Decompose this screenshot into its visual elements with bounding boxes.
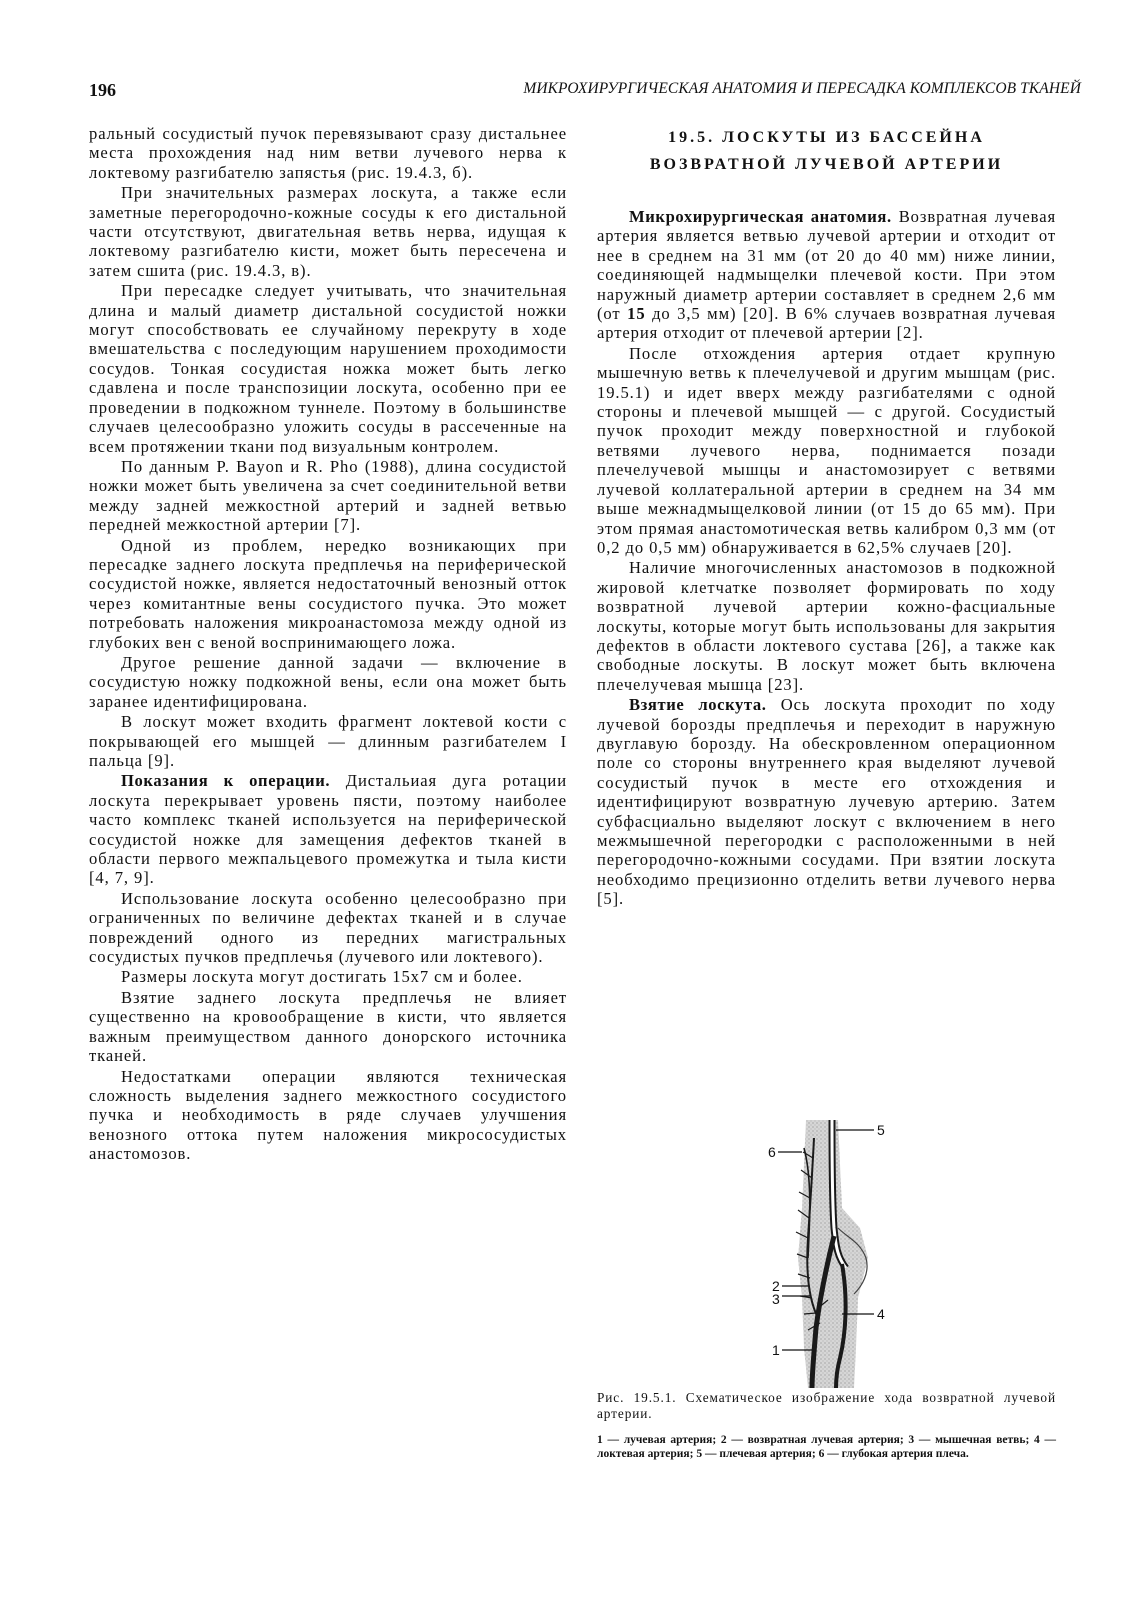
paragraph-text: до 3,5 мм) [20]. В 6% случаев возвратная лучевая артерия отходит от плечевой артерии [2]. <box>597 304 1056 343</box>
figure-label-4: 4 <box>877 1306 885 1322</box>
paragraph: После отхождения артерия отдает крупную мышечную ветвь к плечелучевой и другим мышцам (рис. 19.5.1) и идет вверх между разгибателями с одной стороны и плечевой мышцей — с другой. Сосудистый пучок проходит между поверхностной и глубокой ветвями лучевого нерва, поднимается позади плечелучевой мышцы и анастомозирует с ветвями лучевой коллатеральной артерии в среднем на 34 мм выше межнадмыщелковой линии (от 15 до 65 мм). При этом прямая анастомотическая ветвь калибром 0,3 мм (от 0,2 до 0,5 мм) обнаруживается в 62,5% случаев [20]. <box>597 343 1056 557</box>
paragraph: Наличие многочисленных анастомозов в подкожной жировой клетчатке позволяет формировать по ходу возвратной лучевой артерии кожно-фасциальные лоскуты, которые могут быть использованы для закрытия дефектов в области локтевого сустава [26], а также как свободные лоскуты. В лоскут может быть включена плечелучевая мышца [23]. <box>597 558 1056 694</box>
paragraph: При пересадке следует учитывать, что значительная длина и малый диаметр дистальной сосудистой ножки могут способствовать ее случайному перекруту в ходе вмешательства с последующим нарушением проходимости сосудов. Тонкая сосудистая ножка может быть легко сдавлена и после транспозиции лоскута, особенно при ее проведении в подкожном туннеле. Поэтому в большинстве случаев целесообразно уложить сосуды в рассеченные на всем протяжении ткани под визуальным контролем. <box>89 281 567 456</box>
paragraph <box>597 695 1056 908</box>
paragraph: Использование лоскута особенно целесообразно при ограниченных по величине дефектах тканей и в случае повреждений одного из передних магистральных сосудистых пучков предплечья (лучевого или локтевого). <box>89 888 567 967</box>
figure-caption: Рис. 19.5.1. Схематическое изображение хода возвратной лучевой артерии. <box>597 1390 1056 1421</box>
section-heading-line: ВОЗВРАТНОЙ ЛУЧЕВОЙ АРТЕРИИ <box>649 156 1004 173</box>
figure-legend: 1 — лучевая артерия; 2 — возвратная лучевая артерия; 3 — мышечная ветвь; 4 — локтевая артерия; 5 — плечевая артерия; 6 — глубокая артерия плеча. <box>597 1434 1056 1460</box>
runin-heading: Микрохирургическая анатомия. <box>629 207 892 226</box>
paragraph <box>89 771 567 887</box>
section-heading <box>597 124 1056 178</box>
figure-label-2: 2 <box>772 1278 780 1294</box>
page-number: 196 <box>89 80 116 100</box>
paragraph: В лоскут может входить фрагмент локтевой кости с покрывающей его мышцей — длинным разгибателем I пальца [9]. <box>89 712 567 770</box>
running-title: МИКРОХИРУРГИЧЕСКАЯ АНАТОМИЯ И ПЕРЕСАДКА КОМПЛЕКСОВ ТКАНЕЙ <box>523 80 1081 97</box>
paragraph: Одной из проблем, нередко возникающих при пересадке заднего лоскута предплечья на периферической сосудистой ножке, является недостаточный венозный отток через комитантные вены сосудистого пучка. Это может потребовать наложения микроанастомоза между одной из глубоких вен с веной воспринимающего ложа. <box>89 535 567 652</box>
paragraph: Недостатками операции являются техническая сложность выделения заднего межкостного сосудистого пучка и необходимость в ряде случаев улучшения венозного оттока путем наложения микрососудистых анастомозов. <box>89 1066 567 1164</box>
runin-heading: Показания к операции. <box>121 771 331 791</box>
paragraph: Другое решение данной задачи — включение в сосудистую ножку подкожной вены, если она может быть заранее идентифицирована. <box>89 652 567 711</box>
left-column <box>89 124 567 1164</box>
paragraph: При значительных размерах лоскута, а также если заметные перегородочно-кожные сосуды к его дистальной части отсутствуют, двигательная ветвь нерва, идущая к локтевому разгибателю кисти, может быть пересечена и затем сшита (рис. 19.4.3, в). <box>89 183 567 280</box>
paragraph: Размеры лоскута могут достигать 15x7 см и более. <box>121 967 523 987</box>
paragraph <box>597 207 1056 343</box>
right-column <box>597 124 1056 909</box>
section-heading-line: 19.5. ЛОСКУТЫ ИЗ БАССЕЙНА <box>668 129 985 146</box>
paragraph-text: Возвратная лучевая артерия является ветвью лучевой артерии и отходит от нее в среднем на 31 мм (от 20 до 40 мм) ниже линии, соединяющей надмыщелки плечевой кости. При этом наружный диаметр артерии составляет в среднем 2,6 мм (от <box>597 207 1056 324</box>
paragraph: Взятие заднего лоскута предплечья не влияет существенно на кровообращение в кисти, что является важным преимуществом данного донорского источника тканей. <box>89 987 567 1066</box>
figure-label-5: 5 <box>877 1122 885 1138</box>
paragraph: По данным P. Bayon и R. Pho (1988), длина сосудистой ножки может быть увеличена за счет соединительной ветви между задней межкостной артерий и задней ветвью передней межкостной артерии [7]. <box>89 456 567 535</box>
paragraph: ральный сосудистый пучок перевязывают сразу дистальнее места прохождения над ним ветви лучевого нерва к локтевому разгибателю запястья (рис. 19.4.3, б). <box>89 124 567 182</box>
figure-label-6: 6 <box>768 1144 776 1160</box>
paragraph-text: Дистальиая дуга ротации лоскута перекрывает уровень пясти, поэтому наиболее часто комплекс тканей используется на периферической сосудистой ножке для замещения дефектов тканей в области первого межпальцевого промежутка и тыла кисти [4, 7, 9]. <box>89 771 567 888</box>
figure-label-3: 3 <box>772 1291 780 1307</box>
figure-label-1: 1 <box>772 1342 780 1358</box>
anatomy-figure <box>768 1118 898 1390</box>
runin-heading: Взятие лоскута. <box>629 695 767 715</box>
bold-number: 15 <box>627 304 646 324</box>
paragraph-text: Ось лоскута проходит по ходу лучевой борозды предплечья и переходит в наружную двуглавую борозду. На обескровленном операционном поле со стороны внутреннего края выделяют лучевой сосудистый пучок в месте его отхождения и идентифицируют возвратную лучевую артерию. Затем субфасциально выделяют лоскут с включением в него межмышечной перегородки с расположенными в ней перегородочно-кожными сосудами. При взятии лоскута необходимо прецизионно отделить ветви лучевого нерва [5]. <box>597 695 1056 909</box>
